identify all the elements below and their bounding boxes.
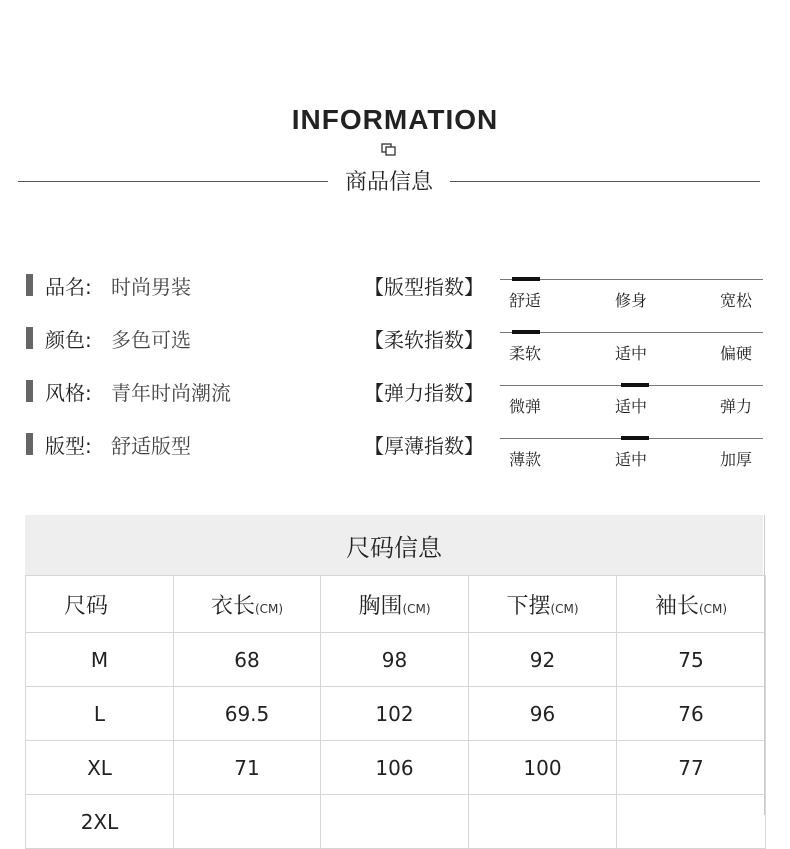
cell-hem: 96 [469, 687, 617, 741]
attr-label-name: 品名: [45, 275, 92, 299]
header-divider-left [18, 181, 328, 182]
attr-label-style: 风格: [45, 381, 92, 405]
attr-bullet [26, 274, 33, 296]
cell-size: XL [26, 741, 174, 795]
scale-option-mid: 修身 [615, 291, 648, 310]
scale-option-right: 宽松 [720, 291, 753, 310]
attr-bullet [26, 327, 33, 349]
header-sleeve [617, 576, 766, 633]
scale-marker [621, 436, 649, 440]
attr-label-fit: 版型: [45, 434, 92, 458]
scale-option-mid: 适中 [615, 397, 648, 416]
attr-bullet [26, 380, 33, 402]
cell-hem [469, 795, 617, 849]
cell-sleeve [617, 795, 766, 849]
size-table-header-row [26, 576, 766, 633]
cell-length: 71 [174, 741, 321, 795]
cell-sleeve: 75 [617, 633, 766, 687]
cell-length: 69.5 [174, 687, 321, 741]
cell-sleeve: 76 [617, 687, 766, 741]
cell-size: 2XL [26, 795, 174, 849]
size-table-title: 尺码信息 [346, 534, 442, 562]
header-hem [469, 576, 617, 633]
cell-size: L [26, 687, 174, 741]
scale-marker [512, 330, 540, 334]
info-title-cn: 商品信息 [344, 170, 433, 195]
table-row [26, 687, 766, 741]
scale-marker [621, 383, 649, 387]
cell-chest [321, 795, 469, 849]
table-row [26, 633, 766, 687]
table-row [26, 741, 766, 795]
header-length [174, 576, 321, 633]
scale-option-right: 加厚 [720, 450, 753, 469]
cell-chest: 102 [321, 687, 469, 741]
info-title-en: INFORMATION [291, 104, 499, 135]
cell-hem: 92 [469, 633, 617, 687]
attr-value-name: 时尚男装 [111, 275, 191, 299]
header-unit: (CM) [254, 601, 284, 616]
cell-chest: 106 [321, 741, 469, 795]
table-row [26, 795, 766, 849]
header-chest [321, 576, 469, 633]
scale-marker [512, 277, 540, 281]
index-label-softness: 【柔软指数】 [364, 328, 484, 352]
index-label-fit: 【版型指数】 [364, 275, 484, 299]
header-label: 胸围 [358, 593, 403, 619]
index-label-elasticity: 【弹力指数】 [364, 381, 484, 405]
header-label: 尺码 [64, 593, 109, 619]
header-divider-right [450, 181, 760, 182]
scale-option-right: 偏硬 [720, 344, 753, 363]
index-label-thickness: 【厚薄指数】 [364, 434, 484, 458]
header-unit: (CM) [550, 601, 579, 616]
scale-option-left: 微弹 [509, 397, 542, 416]
scale-option-mid: 适中 [615, 344, 648, 363]
size-table [25, 575, 766, 849]
header-label: 下摆 [506, 593, 551, 619]
cell-hem: 100 [469, 741, 617, 795]
attr-label-color: 颜色: [45, 328, 92, 352]
attr-bullet [26, 433, 33, 455]
scale-option-left: 柔软 [509, 344, 542, 363]
overlapping-squares-icon [381, 143, 397, 157]
header-unit: (CM) [402, 601, 431, 616]
cell-length [174, 795, 321, 849]
cell-length: 68 [174, 633, 321, 687]
attr-value-color: 多色可选 [111, 328, 191, 352]
header-label: 衣长 [210, 593, 255, 619]
cell-chest: 98 [321, 633, 469, 687]
scale-option-left: 薄款 [509, 450, 542, 469]
scale-option-right: 弹力 [720, 397, 753, 416]
cell-size: M [26, 633, 174, 687]
header-unit: (CM) [698, 601, 728, 616]
cell-sleeve: 77 [617, 741, 766, 795]
scale-option-mid: 适中 [615, 450, 648, 469]
header-size [26, 576, 174, 633]
header-label: 袖长 [654, 593, 699, 619]
attr-value-style: 青年时尚潮流 [111, 381, 231, 405]
scale-option-left: 舒适 [509, 291, 542, 310]
attr-value-fit: 舒适版型 [111, 434, 191, 458]
